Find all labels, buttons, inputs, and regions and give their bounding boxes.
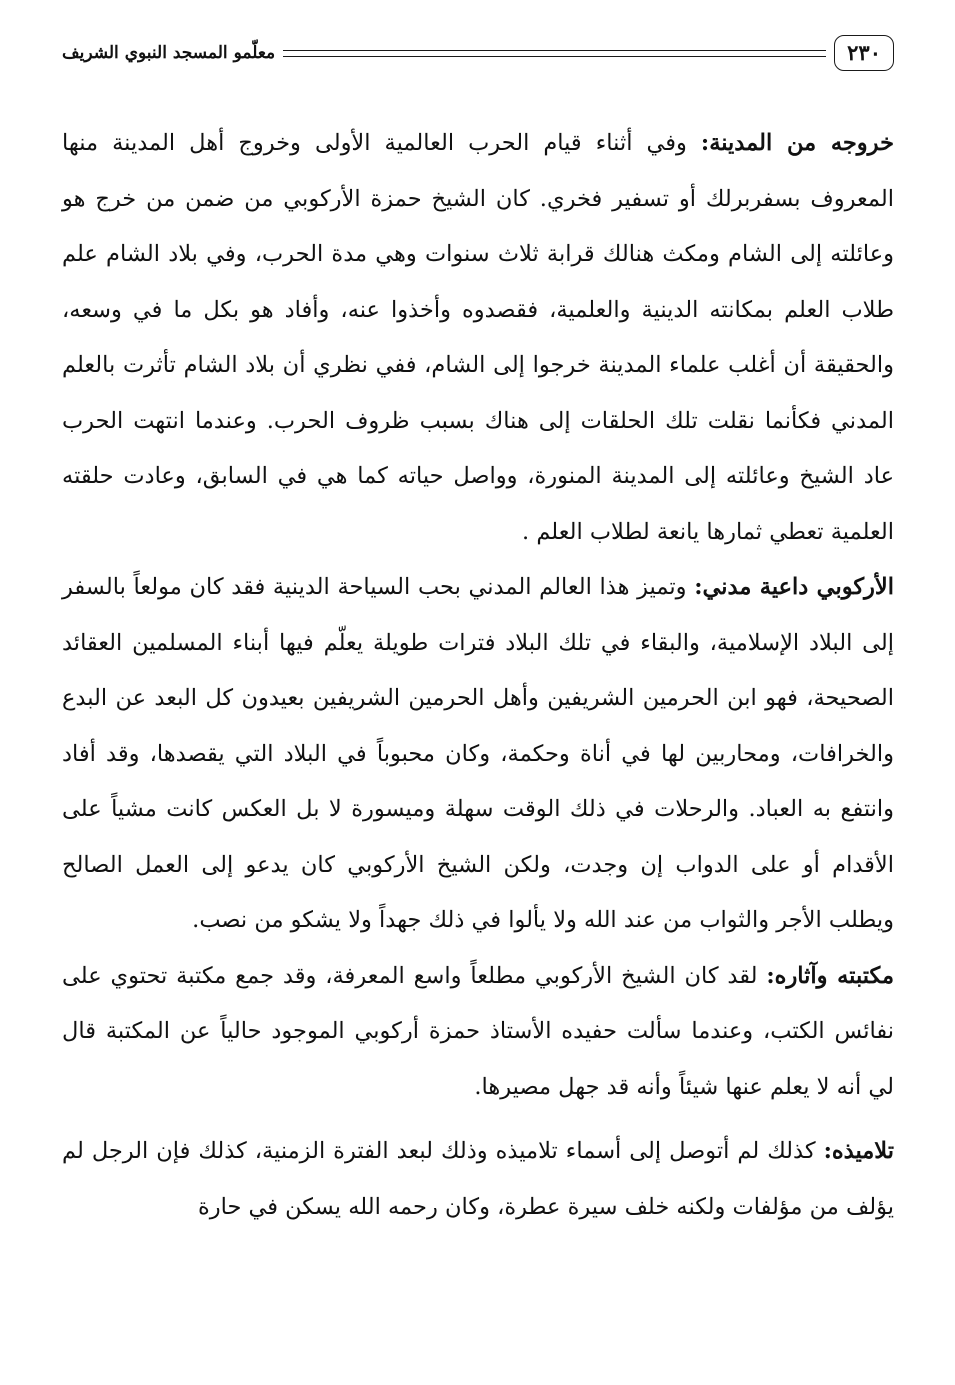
paragraph-students xyxy=(62,1124,894,1235)
paragraph-heading: خروجه من المدينة: xyxy=(700,130,894,156)
paragraph-heading: تلاميذه: xyxy=(823,1138,894,1164)
paragraph-body: وتميز هذا العالم المدني بحب السياحة الدينية فقد كان مولعاً بالسفر إلى البلاد الإسلامية، والبقاء في تلك البلاد فترات طويلة يعلّم فيها أبناء المسلمين العقائد الصحيحة، فهو ابن الحرمين الشريفين وأهل الحرمين الشريفين بعيدون كل البعد عن البدع والخرافات، ومحاربين لها في أناة وحكمة، وكان محبوباً في البلاد التي يقصدها، وقد أفاد وانتفع به العباد. والرحلات في ذلك الوقت سهلة وميسورة لا بل العكس كانت مشياً على الأقدام أو على الدواب إن وجدت، ولكن الشيخ الأركوبي كان يدعو إلى العمل الصالح ويطلب الأجر والثواب من عند الله ولا يألوا في ذلك جهداً ولا يشكو من نصب. xyxy=(62,574,894,933)
page-header xyxy=(62,30,894,76)
paragraph-heading: مكتبته وآثاره: xyxy=(766,962,894,989)
paragraph-body: كذلك لم أتوصل إلى أسماء تلاميذه وذلك لبعد الفترة الزمنية، كذلك فإن الرجل لم يؤلف من مؤلفات ولكنه خلف سيرة عطرة، وكان رحمه الله يسكن في حارة xyxy=(62,1138,894,1220)
body-text xyxy=(62,116,894,1235)
paragraph-departure xyxy=(62,116,894,560)
page-number: ٢٣٠ xyxy=(834,35,894,71)
paragraph-body: وفي أثناء قيام الحرب العالمية الأولى وخروج أهل المدينة منها المعروف بسفربرلك أو تسفير فخري. كان الشيخ حمزة الأركوبي من ضمن من خرج هو وعائلته إلى الشام ومكث هنالك قرابة ثلاث سنوات وهي مدة الحرب، وفي بلاد الشام علم طلاب العلم بمكانته الدينية والعلمية، فقصدوه وأخذوا عنه، وأفاد هو بكل ما في وسعه، والحقيقة أن أغلب علماء المدينة خرجوا إلى الشام، ففي نظري أن بلاد الشام تأثرت بالعلم المدني فكأنما نقلت تلك الحلقات إلى هناك بسبب ظروف الحرب. وعندما انتهت الحرب عاد الشيخ وعائلته إلى المدينة المنورة، وواصل حياته كما هي في السابق، وعادت حلقته العلمية تعطي ثمارها يانعة لطلاب العلم . xyxy=(62,130,894,545)
paragraph-preacher xyxy=(62,560,894,949)
header-double-rule xyxy=(283,50,826,57)
paragraph-library xyxy=(62,949,894,1116)
paragraph-heading: الأركوبي داعية مدني: xyxy=(694,574,894,600)
paragraph-body: لقد كان الشيخ الأركوبي مطلعاً واسع المعرفة، وقد جمع مكتبة تحتوي على نفائس الكتب، وعندما سألت حفيده الأستاذ حمزة أركوبي الموجود حالياً عن المكتبة قال لي أنه لا يعلم عنها شيئاً وأنه قد جهل مصيرها. xyxy=(62,962,894,1100)
running-title: معلّمو المسجد النبوي الشريف xyxy=(62,43,276,63)
